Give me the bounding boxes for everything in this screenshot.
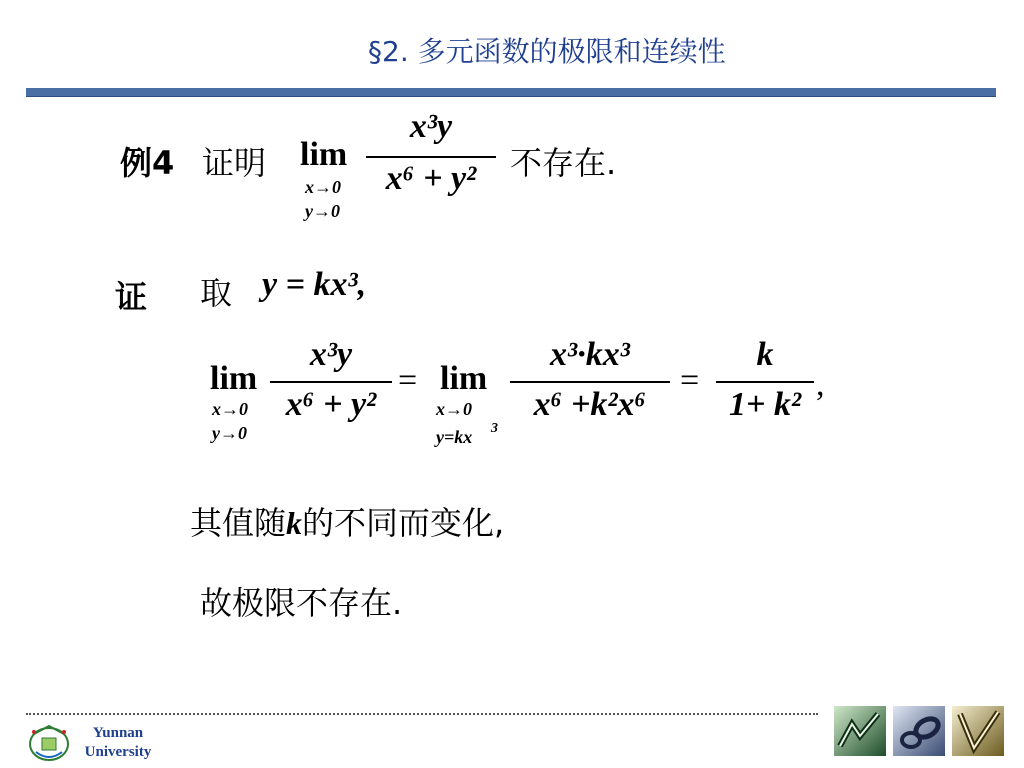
lim-sub-x-2: x→0 bbox=[212, 399, 248, 419]
fraction-3-denominator: x⁶ +k²x⁶ bbox=[533, 386, 647, 423]
lim-sub-x-3: x→0 bbox=[436, 399, 472, 419]
fraction-4-numerator: k bbox=[756, 336, 774, 373]
lim-sub-y-2: y→0 bbox=[212, 423, 247, 443]
conclusion-line-1-pre: 其值随 bbox=[190, 504, 287, 542]
fraction-3-numerator: x³·kx³ bbox=[550, 336, 630, 373]
trailing-comma: , bbox=[816, 366, 825, 403]
lim-operator-1: lim bbox=[300, 136, 348, 173]
lim-sub-ykx: y=kx bbox=[436, 427, 473, 447]
proof-substitution: y = kx³, bbox=[262, 266, 367, 303]
nav-home-icon[interactable] bbox=[893, 706, 945, 756]
university-name-line-2: University bbox=[84, 744, 152, 760]
example-verb: 证明 bbox=[202, 144, 267, 182]
fraction-2-numerator: x³y bbox=[309, 336, 353, 373]
equals-2: = bbox=[680, 362, 700, 399]
fraction-4-denominator: 1+ k² bbox=[728, 386, 802, 423]
example-label: 例4 bbox=[120, 144, 175, 182]
conclusion-line-1-k: k bbox=[286, 505, 303, 541]
fraction-1-denominator: x⁶ + y² bbox=[385, 160, 477, 197]
header-divider bbox=[26, 88, 996, 97]
university-name bbox=[78, 724, 158, 762]
lim-sub-x-1: x→0 bbox=[305, 177, 341, 197]
lim-sub-ykx-exponent: 3 bbox=[491, 421, 498, 436]
footer-divider bbox=[26, 713, 818, 715]
fraction-2-denominator: x⁶ + y² bbox=[285, 386, 377, 423]
fraction-1-numerator: x³y bbox=[409, 108, 453, 145]
lim-sub-y-1: y→0 bbox=[305, 201, 340, 221]
conclusion-line-2: 故极限不存在. bbox=[200, 584, 403, 622]
lim-operator-3: lim bbox=[440, 360, 488, 397]
fraction-3-bar bbox=[510, 381, 670, 383]
fraction-4-bar bbox=[716, 381, 814, 383]
nav-prev-icon[interactable] bbox=[834, 706, 886, 756]
university-logo bbox=[24, 718, 74, 764]
slide-title: §2. 多元函数的极限和连续性 bbox=[368, 35, 726, 68]
conclusion-line-1 bbox=[190, 498, 504, 544]
lim-operator-2: lim bbox=[210, 360, 258, 397]
proof-label: 证 bbox=[115, 278, 148, 316]
fraction-1-bar bbox=[366, 156, 496, 158]
example-conclusion: 不存在. bbox=[510, 144, 617, 182]
conclusion-line-1-post: 的不同而变化, bbox=[302, 504, 505, 542]
equals-1: = bbox=[398, 362, 418, 399]
fraction-2-bar bbox=[270, 381, 392, 383]
university-name-line-1: Yunnan bbox=[92, 725, 144, 741]
nav-next-icon[interactable] bbox=[952, 706, 1004, 756]
proof-take: 取 bbox=[200, 274, 233, 312]
